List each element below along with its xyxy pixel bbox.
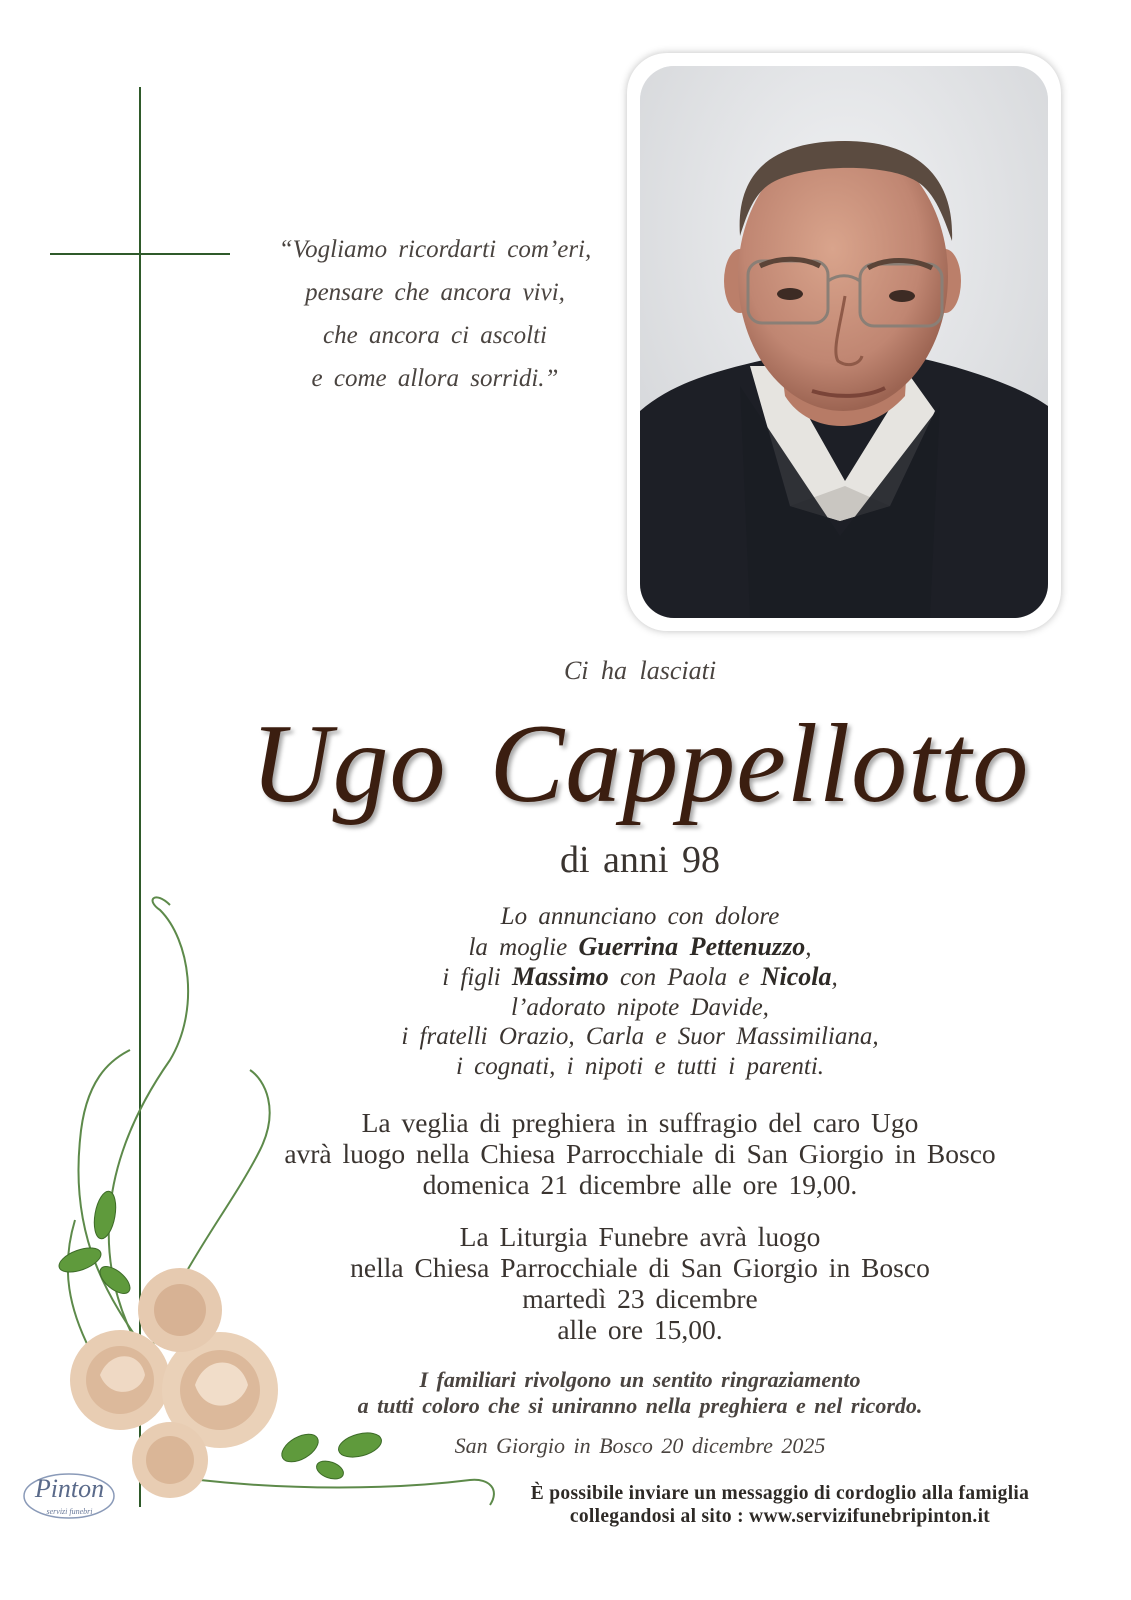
portrait-photo bbox=[640, 66, 1048, 618]
memorial-quote bbox=[245, 228, 625, 400]
condolence-footer bbox=[480, 1482, 1080, 1528]
logo-name: Pinton bbox=[34, 1474, 105, 1503]
deceased-age: di anni 98 bbox=[560, 839, 720, 881]
family-text: con Paola e bbox=[608, 964, 761, 991]
intro-text: Ci ha lasciati bbox=[563, 656, 717, 685]
child-name: Massimo bbox=[511, 962, 609, 991]
funeral-line: alle ore 15,00. bbox=[557, 1314, 723, 1345]
thanks-line: I familiari rivolgono un sentito ringraziamento bbox=[419, 1367, 861, 1392]
cross-horizontal-bar bbox=[50, 253, 230, 255]
vigil-line: domenica 21 dicembre alle ore 19,00. bbox=[422, 1169, 858, 1200]
family-line: i fratelli Orazio, Carla e Suor Massimiliana, bbox=[401, 1023, 879, 1050]
footer-line-website[interactable]: collegandosi al sito : www.servizifunebripinton.it bbox=[569, 1506, 991, 1527]
funeral-line: nella Chiesa Parrocchiale di San Giorgio in Bosco bbox=[350, 1252, 930, 1283]
logo-tagline: servizi funebri bbox=[46, 1507, 93, 1516]
family-text: , bbox=[831, 964, 838, 991]
thanks-line: a tutti coloro che si uniranno nella preghiera e nel ricordo. bbox=[357, 1393, 923, 1418]
place-date: San Giorgio in Bosco 20 dicembre 2025 bbox=[454, 1433, 826, 1458]
quote-line: “Vogliamo ricordarti com’eri, bbox=[278, 236, 592, 263]
family-text: la moglie bbox=[468, 933, 579, 961]
funeral-line: martedì 23 dicembre bbox=[522, 1283, 758, 1314]
family-line: l’adorato nipote Davide, bbox=[511, 993, 769, 1021]
vigil-line: La veglia di preghiera in suffragio del caro Ugo bbox=[361, 1107, 919, 1138]
deceased-name: Ugo Cappellotto bbox=[250, 702, 1030, 826]
quote-line: e come allora sorridi.” bbox=[311, 365, 559, 392]
quote-line: che ancora ci ascolti bbox=[323, 322, 547, 349]
family-text: , bbox=[805, 933, 812, 961]
vigil-line: avrà luogo nella Chiesa Parrocchiale di San Giorgio in Bosco bbox=[284, 1138, 996, 1169]
portrait-illustration bbox=[640, 66, 1048, 618]
rose-decoration bbox=[30, 880, 520, 1540]
wife-name: Guerrina Pettenuzzo bbox=[578, 931, 806, 961]
family-line: i cognati, i nipoti e tutti i parenti. bbox=[455, 1052, 825, 1080]
footer-line: È possibile inviare un messaggio di cordoglio alla famiglia bbox=[530, 1483, 1030, 1504]
quote-line: pensare che ancora vivi, bbox=[305, 279, 565, 306]
family-text: i figli bbox=[442, 964, 512, 991]
family-line: Lo annunciano con dolore bbox=[500, 903, 780, 930]
child-name: Nicola bbox=[760, 962, 832, 991]
funeral-line: La Liturgia Funebre avrà luogo bbox=[459, 1221, 821, 1252]
